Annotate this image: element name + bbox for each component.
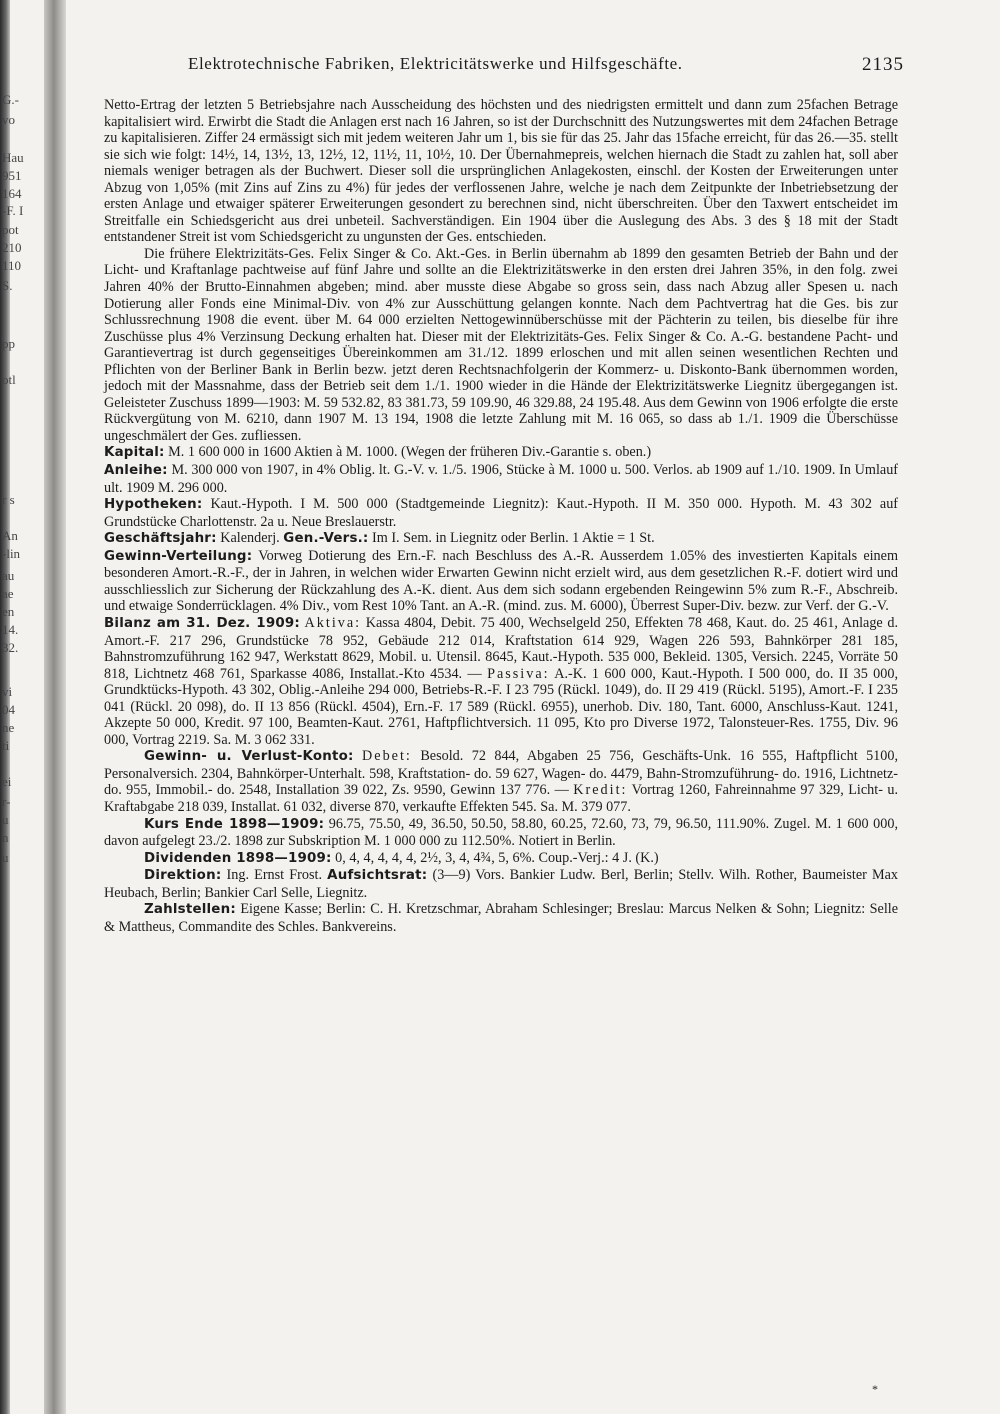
- entry-label: Kurs Ende 1898—1909:: [144, 816, 325, 832]
- margin-fragment: u: [2, 812, 9, 827]
- entry-text: M. 1 600 000 in 1600 Aktien à M. 1000. (Wegen der früheren Div.-Garantie s. oben.): [168, 444, 652, 461]
- header-title: Elektrotechnische Fabriken, Elektricitätswerke und Hilfsgeschäfte.: [188, 54, 683, 73]
- entry-anleihe: [104, 462, 898, 496]
- entry-direktion: [104, 867, 898, 901]
- entry-text: Besold. 72 844, Abgaben 25 756, Geschäfts-Unk. 16 555, Haftpflicht 5100, Personalversich. 2304, Bahnkörper-Unterhalt. 598, Kraftstation- do. 59 627, Wagen- do. 4479, Bahn-Stromzuführung- do. 1916, Lichtnetz- do. 955, Immobil.- do. 2548, Installation 39 022, Zs. 9590, Gewinn 137 776. —: [104, 748, 899, 799]
- entry-label: Gewinn-Verteilung:: [104, 548, 253, 564]
- page-gutter: [44, 0, 66, 1414]
- entry-label: Geschäftsjahr:: [104, 531, 217, 547]
- paragraph: Netto-Ertrag der letzten 5 Betriebsjahre nach Ausscheidung des höchsten und des niedrigsten ermittelt und dann zum 25fachen Betrage kapitalisiert wird. Erwirbt die Stadt die Anlagen erst nach 16 Jahren, so ist der Durchschnitt des Nutzungswertes mit dem 24fachen Betrage zu kapitalisieren. Ziffer 24 ermässigt sich mit jedem weiteren Jahr um 1, bis sie für das 25. Jahr das 15fache erreicht, für das 26.—35. stellt sie sich wie folgt: 14½, 14, 13½, 13, 12½, 12, 11½, 11, 10½, 10. Der Übernahmepreis, welchen hiernach die Stadt zu zahlen hat, soll aber niemals weniger betragen als der Buchwert. Dieser soll die ursprünglichen Anlagekosten, einschl. der Kosten der Erweiterungen unter Abzug von 1,05% (mit Zins auf Zins zu 4%) für jedes der verflossenen Jahre, welche je nach dem Zeitpunkte der Inbetriebsetzung der ersten Anlage und etwaiger späterer Erweiterungen gesondert zu berechnen sind, nicht überschreiten. Über den Taxwert entscheidet im Streitfalle ein Schiedsgericht aus drei unbeteil. Sachverständigen. Ein 1904 über die Auslegung des Abs. 3 des § 18 mit der Stadt entstandener Streit ist vom Schiedsgericht zu ungunsten der Ges. entschieden.: [104, 97, 898, 246]
- margin-fragment: -F. I: [2, 203, 24, 218]
- margin-fragment: 32.: [2, 640, 19, 655]
- margin-fragment: otl: [2, 372, 16, 387]
- margin-fragment: vi: [2, 684, 13, 699]
- entry-dividenden: [104, 850, 898, 868]
- entry-bilanz: [104, 615, 898, 748]
- entry-label: Direktion:: [144, 868, 222, 884]
- footer-mark: *: [872, 1382, 878, 1396]
- entry-text: Kaut.-Hypoth. I M. 500 000 (Stadtgemeinde Liegnitz): Kaut.-Hypoth. II M. 350 000. Hypoth. M. 43 302 auf Grundstücke Charlottenstr. 2a u. Neue Breslauerstr.: [104, 496, 899, 530]
- entry-label: Gewinn- u. Verlust-Konto:: [144, 749, 354, 765]
- entry-label: Kapital:: [104, 445, 165, 461]
- entry-text: Im I. Sem. in Liegnitz oder Berlin. 1 Aktie = 1 St.: [372, 530, 655, 547]
- margin-fragment: ti: [2, 738, 10, 753]
- page-number: 2135: [862, 54, 904, 75]
- aktiva-label: Aktiva:: [304, 614, 362, 631]
- margin-fragment: pp: [2, 336, 15, 351]
- kredit-label: Kredit:: [573, 782, 628, 799]
- margin-fragment: vo: [2, 112, 15, 127]
- running-header: [104, 54, 904, 78]
- entry-label: Gen.-Vers.:: [283, 531, 369, 547]
- margin-fragment: r s: [2, 492, 15, 507]
- entry-text: Vortrag 1260, Fahreinnahme 97 329, Licht- u. Kraftabgabe 218 039, Installat. 61 032, diverse 870, verkaufte Effekten 545. Sa. M. 379 077.: [104, 782, 898, 815]
- margin-fragment: ei: [2, 774, 12, 789]
- margin-fragment: r-: [2, 794, 11, 809]
- entry-text: Eigene Kasse; Berlin: C. H. Kretzschmar, Abraham Schlesinger; Breslau: Marcus Nelken & Sohn; Liegnitz: Selle & Mattheus, Commandite des Schles. Bankvereins.: [104, 901, 899, 935]
- margin-fragment: 164: [2, 186, 22, 201]
- margin-fragment: 951: [2, 168, 22, 183]
- entry-zahlstellen: [104, 901, 898, 935]
- entry-guv: [104, 748, 898, 815]
- margin-fragment: n: [2, 830, 9, 845]
- page-body: [104, 97, 898, 935]
- margin-fragment: An: [2, 528, 18, 543]
- entry-text: Kalenderj.: [220, 530, 280, 547]
- entry-gewinn-verteilung: [104, 548, 898, 615]
- margin-fragment: -lin: [2, 546, 21, 561]
- entry-label: Zahlstellen:: [144, 902, 236, 918]
- margin-fragment: 210: [2, 240, 22, 255]
- entry-text: Kassa 4804, Debit. 75 400, Wechselgeld 250, Effekten 78 468, Kaut. do. 25 461, Anlage d. Amort.-F. 217 296, Grundstücke 78 952, Gebäude 212 014, Kraftstation 614 929, Wagen 226 593, Bahnkörper 281 185, Bahnstromzuführung 162 947, Werkstatt 8629, Mobil. u. Utensil. 8645, Kaut.-Hypoth. 535 000, Bekleid. 1305, Versich. 2245, Vorräte 50 818, Lichtnetz 468 761, Sparkasse 4086, Installat.-Kto 4534. —: [104, 614, 898, 682]
- margin-fragment: pot: [2, 222, 19, 237]
- entry-label: Hypotheken:: [104, 497, 203, 513]
- entry-geschaeftsjahr: [104, 530, 898, 548]
- margin-fragment: 04: [2, 702, 15, 717]
- margin-fragment: Hau: [2, 150, 24, 165]
- margin-fragment: au: [2, 568, 15, 583]
- margin-fragment: S.: [2, 278, 13, 293]
- margin-fragment: en: [2, 604, 15, 619]
- margin-fragment: 14.: [2, 622, 19, 637]
- paragraph: Die frühere Elektrizitäts-Ges. Felix Singer & Co. Akt.-Ges. in Berlin übernahm ab 1899 den gesamten Betrieb der Bahn und der Licht- und Kraftanlage pachtweise auf fünf Jahre und sollte an die Elektrizitätswerke in den ersten drei Jahren 35%, in den folg. zwei Jahren 40% der Brutto-Einnahmen abgeben; mind. aber musste diese Abgabe so gross sein, dass nach Abzug aller Spesen u. nach Dotierung aller Fonds eine Minimal-Div. von 4% zur Ausschüttung gelangen konnte. Nach dem Pachtvertrag hat die Ges. bis zur Schlussrechnung 1908 die event. über M. 64 000 erzielten Nettogewinnüberschüsse mit der Pächterin zu teilen, bis dieselbe für ihre Zuschüsse plus 4% Verzinsung Deckung erhalten hat. Dieser mit der Elektrizitäts-Ges. Felix Singer & Co. A.-G. bestandene Pacht- und Garantievertrag ist durch gegenseitiges Übereinkommen am 31./12. 1899 erloschen und mit allen seinen wesentlichen Rechten und Pflichten von der Berliner Bank in Berlin bezw. jetzt deren Rechtsnachfolgerin der Kommerz- u. Diskonto-Bank übernommen worden, jedoch mit der Massnahme, dass der Betrieb seit dem 1./1. 1900 wieder in die Hände der Elektrizitätswerke Liegnitz übergegangen ist. Geleisteter Zuschuss 1899—1903: M. 59 532.82, 83 381.73, 59 109.90, 46 329.88, 24 195.48. Aus dem Gewinn von 1906 erfolgte die erste Rückvergütung von M. 6210, dann 1907 M. 13 194, 1908 die letzte Zahlung mit M. 16 065, so dass ab 1./1. 1909 die Überschüsse ungeschmälert der Ges. zufliessen.: [104, 245, 898, 444]
- entry-label: Anleihe:: [104, 463, 168, 479]
- debet-label: Debet:: [362, 748, 412, 765]
- entry-text: (3—9) Vors. Bankier Ludw. Berl, Berlin; Stellv. Wilh. Rother, Baumeister Max Heubach, Berlin; Bankier Carl Selle, Liegnitz.: [104, 867, 899, 901]
- margin-fragment: G.-: [2, 92, 19, 107]
- entry-kapital: [104, 444, 898, 462]
- entry-hypotheken: [104, 496, 898, 530]
- margin-fragment: u: [2, 850, 9, 865]
- entry-kurs: [104, 816, 898, 850]
- entry-text: M. 300 000 von 1907, in 4% Oblig. lt. G.-V. v. 1./5. 1906, Stücke à M. 1000 u. 500. Verlos. ab 1909 auf 1./10. 1909. In Umlauf ult. 1909 M. 296 000.: [104, 462, 899, 496]
- entry-text: Ing. Ernst Frost.: [226, 867, 322, 884]
- adjacent-page-fragment: [0, 0, 44, 1414]
- entry-text: A.-K. 1 600 000, Kaut.-Hypoth. I 500 000, do. II 35 000, Grundktücks-Hypoth. 43 302, Oblig.-Anleihe 294 000, Betriebs-R.-F. I 23 795 (Rückl. 1049), do. II 29 419 (Rückl. 5195), Amort.-F. I 235 041 (Rückl. 20 098), do. II 13 856 (Rückl. 4504), Ern.-F. 17 589 (Rückl. 6955), unerhob. Div. 180, Tant. 6000, Anschluss-Kaut. 1241, Akzepte 50 000, Kredit. 97 100, Beamten-Kaut. 2761, Haftpflichtversich. 11 095, Kto pro Diverse 1972, Talonsteuer-Res. 1755, Div. 96 000, Vortrag 2219. Sa. M. 3 062 331.: [104, 665, 899, 748]
- entry-text: 96.75, 75.50, 49, 36.50, 50.50, 58.80, 60.25, 72.60, 73, 79, 96.50, 111.90%. Zugel. M. 1 600 000, davon aufgelegt 23./2. 1898 zur Subskription M. 1 000 000 zu 112.50%. Notiert in Berlin.: [104, 815, 899, 850]
- entry-label: Dividenden 1898—1909:: [144, 850, 332, 866]
- entry-label: Bilanz am 31. Dez. 1909:: [104, 615, 300, 631]
- margin-fragment: ne: [2, 720, 15, 735]
- margin-fragment: 110: [2, 258, 22, 273]
- entry-text: 0, 4, 4, 4, 4, 4, 2½, 3, 4, 4¾, 5, 6%. Coup.-Verj.: 4 J. (K.): [335, 849, 659, 866]
- entry-label: Aufsichtsrat:: [327, 868, 428, 884]
- passiva-label: Passiva:: [487, 665, 550, 682]
- margin-fragment: ae: [2, 586, 14, 601]
- entry-text: Vorweg Dotierung des Ern.-F. nach Beschluss des A.-R. Ausserdem 1.05% des investierten Kapitals einem besonderen Amort.-R.-F., der in Jahren, in welchen wider Erwarten Gewinn nicht erzielt wird, aus dem gesetzlichen R.-F. dotiert wird und ausschliesslich zur Sicherung der Rückzahlung des A.-K. dient. Aus dem sich sodann ergebenden Reingewinn 5% zum R.-F., Abschreib. und etwaige Sonderrücklagen. 4% Div., vom Rest 10% Tant. an A.-R. (mind. zus. M. 6000), Überrest Super-Div. bezw. zur Verf. der G.-V.: [104, 547, 898, 615]
